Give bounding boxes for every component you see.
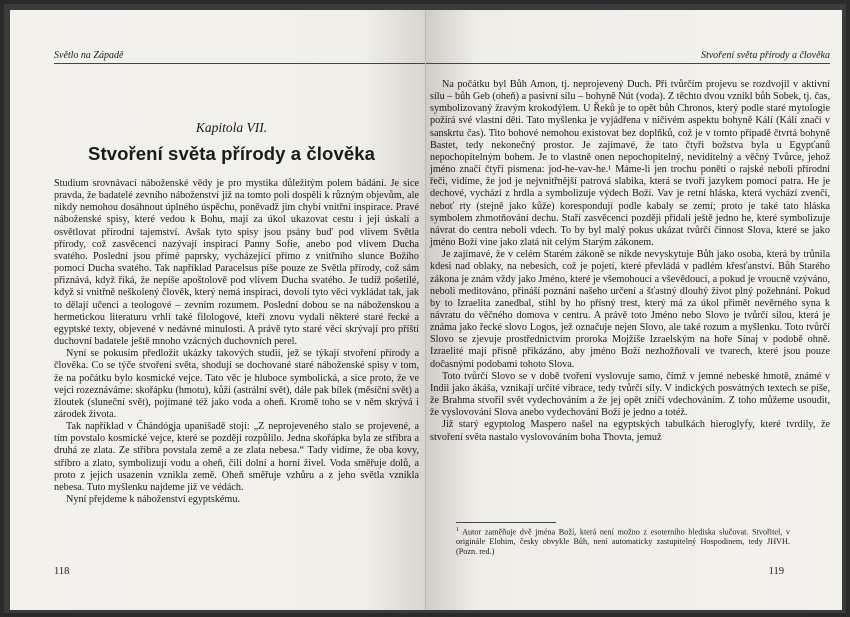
page-number: 118: [54, 566, 70, 577]
paragraph: Nyní se pokusím předložit ukázky takových studií, jež se týkají stvoření přírody a člověka. Co se týče stvoření světa, shodují se dochované staré náboženské spisy v tom, že na počátku bylo kosmické vejce. Tato věc je hluboce symbolická, a sice proto, že ve vejci rozeznáváme: skořápku (hmotu), kůži (astrální svět), dále pak bílek (měsíční svět) a žloutek (sluneční svět), pojímané též jako voda a oheň. Kromě toho se v něm skrývá i zárodek života.: [54, 348, 419, 420]
running-head: Stvoření světa přírody a člověka: [700, 50, 830, 61]
right-page: [426, 10, 842, 610]
page-number: 119: [768, 566, 784, 577]
paragraph: Nyní přejdeme k náboženství egyptskému.: [66, 494, 240, 506]
header-rule: [54, 63, 425, 64]
paragraph: Tak například v Čhándógja upanišadě stojí: „Z neprojeveného stalo se projevené, a tím povstalo kosmické vejce, které se později rozpůlilo. Jedna skořápka byla ze stříbra a druhá ze zlata. Ze stříbra povstala země a ze zlata nebesa.“ Tady vidíme, že oba kovy, stříbro a zlato, symbolizují vodu a oheň, čili dolní a horní živel. Voda směřuje dolů, a proto z jejich usazenin vznikla země. Oheň směřuje vzhůru a z jeho světla vznikla nebesa. Tuto myšlenku najdeme již ve védách.: [54, 421, 419, 493]
chapter-title: Stvoření světa přírody a člověka: [88, 143, 375, 164]
running-head: Světlo na Západě: [54, 50, 124, 61]
body-text: [430, 79, 830, 444]
footnote-text: Autor zaměňuje dvě jména Boží, která není možno z esoterního hlediska slučovat. Stvořitel, v originále Elohim, česky obvykle Bůh, není automaticky zastupitelný Hospodinem, tedy JHVH. (Pozn. red.): [456, 527, 790, 556]
chapter-label: Kapitola VII.: [195, 120, 268, 135]
paragraph: Již starý egyptolog Maspero našel na egyptských tabulkách hieroglyfy, které tvrdily, že stvoření světa nastalo vyslovováním boha Thovta, jemuž: [430, 419, 830, 443]
paragraph: Studium srovnávací náboženské vědy je pro mystika důležitým polem bádání. Je sice pravda, že badatelé zevního náboženství již na tomto poli dospěli k různým objevům, ale nikdy nemohou dosáhnout úplného úspěchu, poněvadž jim chybí vnitřní inspirace. Pravé náboženské spisy, které vedou k Bohu, mají za úkol ukazovat cestu i jeji úskalí a osvětlovat přírodní tajemství. Avšak tyto spisy jsou psány buď pod vlivem Světla přírody, což zasvěcenci nazývají inspirací Panny Sofie, anebo pod vlivem Ducha svatého. Poslední jsou přímé paprsky, vycházející přímo z vnitřního slunce Božího pomocí Ducha svatého. Tak například Paracelsus píše pouze ze Světla přírody, což sám přiznává, když říká, že nepíše apoštolově pod vlivem Ducha svatého. Je tudíž pošetilé, když si vnitřně neškolený člověk, který nemá inspiraci, dovolí tyto věci vykládat tak, jak to dělají učenci a teologové – zevním rozumem. Poslední dobou se na náboženskou a hermetickou literaturu vrhli také filologové, kteří znovu vydali některé staré řecké a egyptské texty, objevené v nedávné minulosti. A právě tyto staré věci skrývají pro příští duchovní badatele ještě mnoho vzácných duchovních perel.: [54, 178, 419, 348]
paragraph: Na počátku byl Bůh Amon, tj. neprojevený Duch. Při tvůrčím projevu se rozdvojil v aktivní sílu – bůh Geb (oheň) a pasivní sílu – bohyně Nút (voda). Z těchto dvou vznikl bůh Sobek, tj. čas, symbolizovaný žravým krokodýlem. U Řeků je to opět bůh Chronos, který podle staré mytologie požírá své vlastní děti. Tato myšlenka je vyjádřena v ničivém aspektu bohyně Kálí (Kálí značí v sanskrtu čas). Tito bohové nemohou existovat bez doplňků, což je v tomto případě čtvrtá bohyně Bastet, tedy nekonečný prostor. Je zajímavé, že tato čtyři božstva byla u Egypťanů nepochopitelným bohem. Je to vlastně onen nepochopitelný, neviditelný a věčný Tvůrce, jehož jméno značí čtyři písmena: jod-he-vav-he.¹ Máme-li jen trochu ponětí o rajské neboli přírodní řeči, vidíme, že jod je nejvnitřnější patrová slabika, která se tvoří jazykem pomocí patra. He je dechové, vychází z hrdla a symbolizuje výdech Boží. Vav je retní hláska, která vychází zvenčí, neboť rty (stejně jako kůže) korespondují podle kabaly se zemí; proto je také tato hláska symbolem zhmotňování dechu. Staří zasvěcenci později přidali ještě jedno he, které symbolizuje návrat do centra neboli vdech. To by byl malý pokus ukázat tvůrčí činnost Slova, které se jako jméno Boží vine jako zlatá nit celým Starým zákonem.: [430, 79, 830, 249]
paragraph: Toto tvůrčí Slovo se v době tvoření vyslovuje samo, čímž v jemné nebeské hmotě, známé v Indii jako ákáša, vznikají určité vibrace, tedy tvůrčí síly. V indických posvátných textech se píše, že Brahma stvořil svět vydechováním a že jej opět zničí vdechováním. Z toho můžeme usoudit, že vyslovování Slova anebo vydechování Boží je jedno a totéž.: [430, 370, 830, 419]
footnote-rule: [456, 522, 556, 523]
footnote: [456, 526, 790, 557]
book-scan: [4, 4, 846, 613]
footnote-mark: 1: [456, 527, 459, 533]
body-text: [54, 178, 419, 506]
header-rule: [426, 63, 830, 64]
left-page: [10, 10, 426, 610]
paragraph: Je zajímavé, že v celém Starém zákoně se nikde nevyskytuje Bůh jako osoba, která by trůnila kdesi nad oblaky, na nebesích, což je pojetí, které převládá v padlém křesťanství. Bůh Starého zákona je znám vždy jako Jméno, které je všemohoucí a vševědoucí, a pokud je vroucně vzýváno, neboli meditováno, přináší poznání našeho určení a šťastný dlouhý život plný požehnání. Pokud by to Izraelita zanedbal, stihl by ho přísný trest, který má za úkol přimět nevěrného syna k návratu do věčného domova v centru. A právě toto Jméno nebo Slovo je tvůrčí silou, která je známa jako řecké slovo Logos, jež označuje nejen Slovo, ale také rozum a myšlenku. Toto tvůrčí Slovo se zjevuje prostřednictvím proroka Mojžíše Izraelským na hoře Sínaj v podobě ohně. Izraelité mají přísně přikázáno, aby jméno Boží nezhožňovali ve tvarech, které jsou pouze dočasnými podobami tohoto Slova.: [430, 249, 831, 370]
